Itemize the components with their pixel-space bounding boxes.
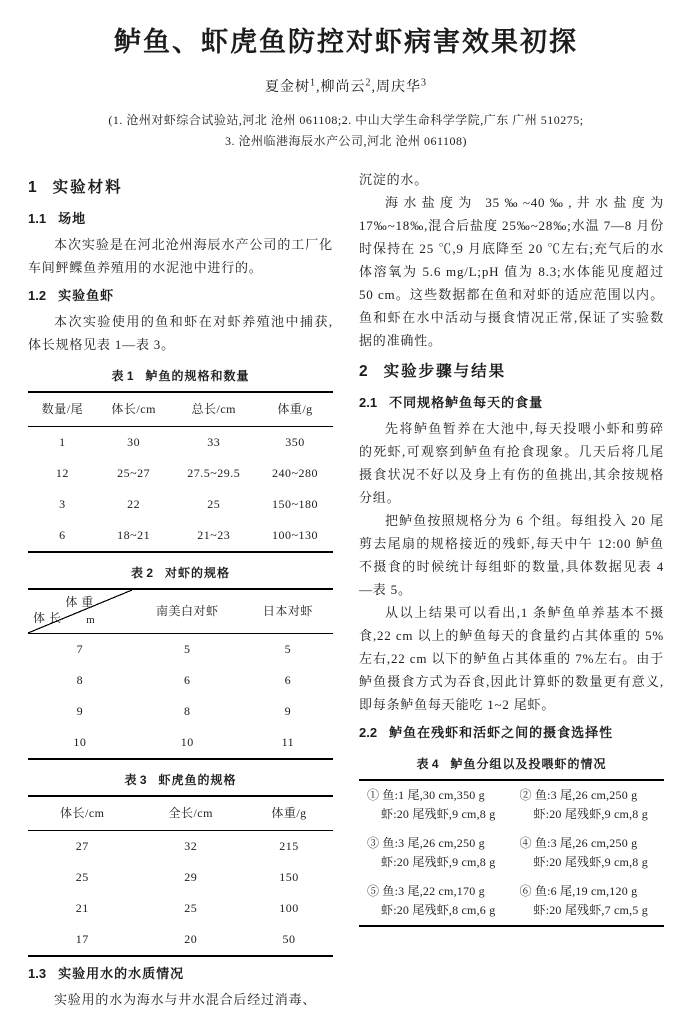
group-cell xyxy=(512,780,665,829)
author-superscript: 3 xyxy=(421,77,427,89)
section-title: 实验材料 xyxy=(52,179,123,196)
section-2-heading xyxy=(359,360,664,383)
table-number: 表 2 xyxy=(130,566,153,580)
table-cell: 22 xyxy=(127,497,141,511)
table-cell: 50 xyxy=(282,931,296,946)
section-number: 2.2 xyxy=(359,725,378,740)
section-number: 2.1 xyxy=(359,395,378,410)
table-cell: 33 xyxy=(207,435,221,449)
table-title: 对虾的规格 xyxy=(165,566,231,580)
column-header: 体长/cm xyxy=(28,796,136,831)
table-4-caption xyxy=(359,753,664,776)
table-cell: 9 xyxy=(76,703,84,718)
section-title: 鲈鱼在残虾和活虾之间的摄食选择性 xyxy=(389,725,614,740)
table-cell: 11 xyxy=(281,734,295,749)
table-cell: 12 xyxy=(55,466,69,480)
table-cell: 30 xyxy=(127,435,141,449)
authors-line xyxy=(0,76,692,96)
shrimp-line: 虾:20 尾残虾,9 cm,8 g xyxy=(381,807,496,821)
shrimp-line: 虾:20 尾残虾,7 cm,5 g xyxy=(533,903,648,917)
table-cell: 17 xyxy=(75,931,89,946)
affiliation-line-1: (1. 沧州对虾综合试验站,河北 沧州 061108;2. 中山大学生命科学学院,广东 广州 510275; xyxy=(108,113,584,127)
section-title: 实验用水的水质情况 xyxy=(58,965,185,981)
column-header: 体重/g xyxy=(257,392,333,427)
table-2-caption xyxy=(28,562,333,585)
table-header-row xyxy=(28,392,333,427)
column-header: 数量/尾 xyxy=(28,392,97,427)
table-cell: 350 xyxy=(285,435,305,449)
paragraph-water-params: 海水盐度为 35‰~40‰,井水盐度为 17‰~18‰,混合后盐度 25‰~28‰;水温 7—8 月份时保持在 25 ℃,9 月底降至 20 ℃左右;充气后的水体溶氧为 5.6 mg/L;pH 值为 8.3;水体能见度超过 50 cm。这些数据都在鱼和对虾的适应范围以内。鱼和虾在水中活动与摄食情况正常,保证了实验数据的准确性。 xyxy=(359,195,664,348)
fish-line: ② 鱼:3 尾,26 cm,250 g xyxy=(519,788,638,802)
paragraph-water-quality: 实验用的水为海水与井水混合后经过消毒、 xyxy=(54,991,317,1007)
table-cell: 10 xyxy=(73,734,87,749)
table-row xyxy=(28,520,333,552)
group-cell xyxy=(359,829,512,877)
group-cell xyxy=(359,877,512,926)
table-cell: 8 xyxy=(183,703,191,718)
diagonal-unit-label: m xyxy=(86,613,96,626)
table-row xyxy=(28,458,333,489)
section-number: 1 xyxy=(28,179,37,196)
table-cell: 27 xyxy=(75,838,89,853)
column-header: 南美白对虾 xyxy=(132,589,243,633)
table-cell: 1 xyxy=(59,435,66,449)
paragraph-results: 从以上结果可以看出,1 条鲈鱼单养基本不摄食,22 cm 以上的鲈鱼每天的食量约占其体重的 5%左右,22 cm 以下的鲈鱼占其体重的 7%左右。由于鲈鱼摄食方式为吞食,因此计算虾的数量更有意义,即每条鲈鱼每天能吃 1~2 尾虾。 xyxy=(359,605,664,712)
shrimp-line: 虾:20 尾残虾,9 cm,8 g xyxy=(533,807,648,821)
author-superscript: 2 xyxy=(365,77,372,89)
section-number: 1.3 xyxy=(28,965,47,981)
fish-line: ① 鱼:1 尾,30 cm,350 g xyxy=(367,788,485,802)
paper-title: 鲈鱼、虾虎鱼防控对虾病害效果初探 xyxy=(114,27,578,57)
section-1-3-heading xyxy=(28,962,333,985)
table-cell: 6 xyxy=(284,672,292,687)
table-cell: 150~180 xyxy=(272,497,319,511)
table-1-luyu-specs xyxy=(28,391,333,553)
table-cell: 100 xyxy=(279,900,299,915)
table-3-caption xyxy=(28,769,333,792)
section-number: 2 xyxy=(359,363,368,380)
table-cell: 7 xyxy=(76,641,84,656)
table-header-row xyxy=(28,796,333,831)
paragraph-feeding-obs: 先将鲈鱼暂养在大池中,每天投喂小虾和剪碎的死虾,可观察到鲈鱼有抢食现象。几天后将几尾摄食状况不好以及身上有伤的鱼挑出,其余按规格分组。 xyxy=(359,421,664,505)
author-name: 周庆华 xyxy=(376,80,421,95)
table-row xyxy=(28,665,333,696)
table-cell: 25 xyxy=(184,900,198,915)
section-number: 1.1 xyxy=(28,211,47,226)
table-row xyxy=(28,633,333,665)
table-cell: 8 xyxy=(76,672,84,687)
shrimp-line: 虾:20 尾残虾,9 cm,8 g xyxy=(381,855,496,869)
table-row xyxy=(359,877,664,926)
table-cell: 25 xyxy=(75,869,89,884)
table-cell: 5 xyxy=(183,641,191,656)
table-number: 表 1 xyxy=(111,369,134,383)
fish-line: ④ 鱼:3 尾,26 cm,250 g xyxy=(519,836,638,850)
column-header: 体长/cm xyxy=(97,392,171,427)
table-title: 鲈鱼的规格和数量 xyxy=(145,369,250,383)
diagonal-header-cell xyxy=(28,589,132,633)
table-title: 虾虎鱼的规格 xyxy=(158,772,237,787)
table-cell: 6 xyxy=(183,672,191,687)
column-header: 全长/cm xyxy=(136,796,244,831)
table-cell: 3 xyxy=(59,497,66,511)
section-2-1-heading xyxy=(359,391,664,414)
section-title: 实验鱼虾 xyxy=(58,288,115,303)
fish-line: ⑥ 鱼:6 尾,19 cm,120 g xyxy=(519,884,638,898)
table-cell: 5 xyxy=(284,641,292,656)
section-2-2-heading xyxy=(359,721,664,744)
group-cell xyxy=(359,780,512,829)
table-row xyxy=(28,727,333,759)
table-number: 表 4 xyxy=(416,757,439,771)
column-header: 总长/cm xyxy=(170,392,257,427)
table-row xyxy=(28,427,333,459)
shrimp-line: 虾:20 尾残虾,8 cm,6 g xyxy=(381,903,496,917)
diagonal-top-label: 体 重 xyxy=(65,595,94,609)
author-name: 夏金树 xyxy=(265,80,310,95)
left-column xyxy=(28,168,333,1011)
shrimp-line: 虾:20 尾残虾,9 cm,8 g xyxy=(533,855,648,869)
table-cell: 100~130 xyxy=(272,528,319,542)
table-cell: 6 xyxy=(59,528,66,542)
table-row xyxy=(28,924,333,956)
paragraph-continuation: 沉淀的水。 xyxy=(359,172,429,187)
author-superscript: 1 xyxy=(310,77,316,89)
table-number: 表 3 xyxy=(124,772,147,787)
table-4-grouping xyxy=(359,779,664,927)
column-header: 体重/g xyxy=(245,796,333,831)
group-cell xyxy=(512,877,665,926)
table-cell: 27.5~29.5 xyxy=(187,466,241,480)
table-cell: 21~23 xyxy=(197,528,231,542)
table-row xyxy=(359,829,664,877)
table-cell: 240~280 xyxy=(272,466,319,480)
table-cell: 10 xyxy=(180,734,194,749)
section-1-heading xyxy=(28,176,333,199)
table-cell: 215 xyxy=(279,838,299,853)
table-header-row xyxy=(28,589,333,633)
paragraph-grouping: 把鲈鱼按照规格分为 6 个组。每组投入 20 尾剪去尾扇的规格接近的残虾,每天中午 12:00 鲈鱼不摄食的时候统计每组虾的数量,具体数据见表 4—表 5。 xyxy=(359,513,664,597)
table-cell: 18~21 xyxy=(117,528,151,542)
table-row xyxy=(28,862,333,893)
table-row xyxy=(28,489,333,520)
affiliation-block xyxy=(0,110,692,152)
paragraph-fish-shrimp: 本次实验使用的鱼和虾在对虾养殖池中捕获,体长规格见表 1—表 3。 xyxy=(28,314,333,352)
table-cell: 29 xyxy=(184,869,198,884)
section-title: 场地 xyxy=(58,211,87,226)
column-header: 日本对虾 xyxy=(243,589,333,633)
paragraph-site: 本次实验是在河北沧州海辰水产公司的工厂化车间鲆鲽鱼养殖用的水泥池中进行的。 xyxy=(28,237,333,275)
fish-line: ⑤ 鱼:3 尾,22 cm,170 g xyxy=(367,884,485,898)
table-row xyxy=(28,893,333,924)
table-cell: 21 xyxy=(75,900,89,915)
table-1-caption xyxy=(28,365,333,388)
section-title: 实验步骤与结果 xyxy=(383,363,507,380)
table-cell: 9 xyxy=(284,703,292,718)
author-separator: , xyxy=(371,80,376,95)
author-separator: , xyxy=(316,80,321,95)
table-cell: 150 xyxy=(279,869,299,884)
table-cell: 25~27 xyxy=(117,466,151,480)
table-row xyxy=(28,830,333,862)
section-1-2-heading xyxy=(28,284,333,307)
section-title: 不同规格鲈鱼每天的食量 xyxy=(389,395,544,410)
table-row xyxy=(359,780,664,829)
author-name: 柳尚云 xyxy=(320,80,366,95)
fish-line: ③ 鱼:3 尾,26 cm,250 g xyxy=(367,836,485,850)
right-column xyxy=(359,168,664,1011)
section-1-1-heading xyxy=(28,207,333,230)
diagonal-bottom-label: 体 长 xyxy=(33,610,62,625)
affiliation-line-2: 3. 沧州临港海辰水产公司,河北 沧州 061108) xyxy=(224,134,468,148)
group-cell xyxy=(512,829,665,877)
table-2-prawn-specs xyxy=(28,588,333,760)
section-number: 1.2 xyxy=(28,288,47,303)
table-cell: 32 xyxy=(184,838,198,853)
table-3-goby-specs xyxy=(28,795,333,957)
table-cell: 25 xyxy=(207,497,221,511)
table-cell: 20 xyxy=(184,931,198,946)
table-row xyxy=(28,696,333,727)
two-column-body xyxy=(0,168,692,1011)
table-title: 鲈鱼分组以及投喂虾的情况 xyxy=(450,757,607,771)
